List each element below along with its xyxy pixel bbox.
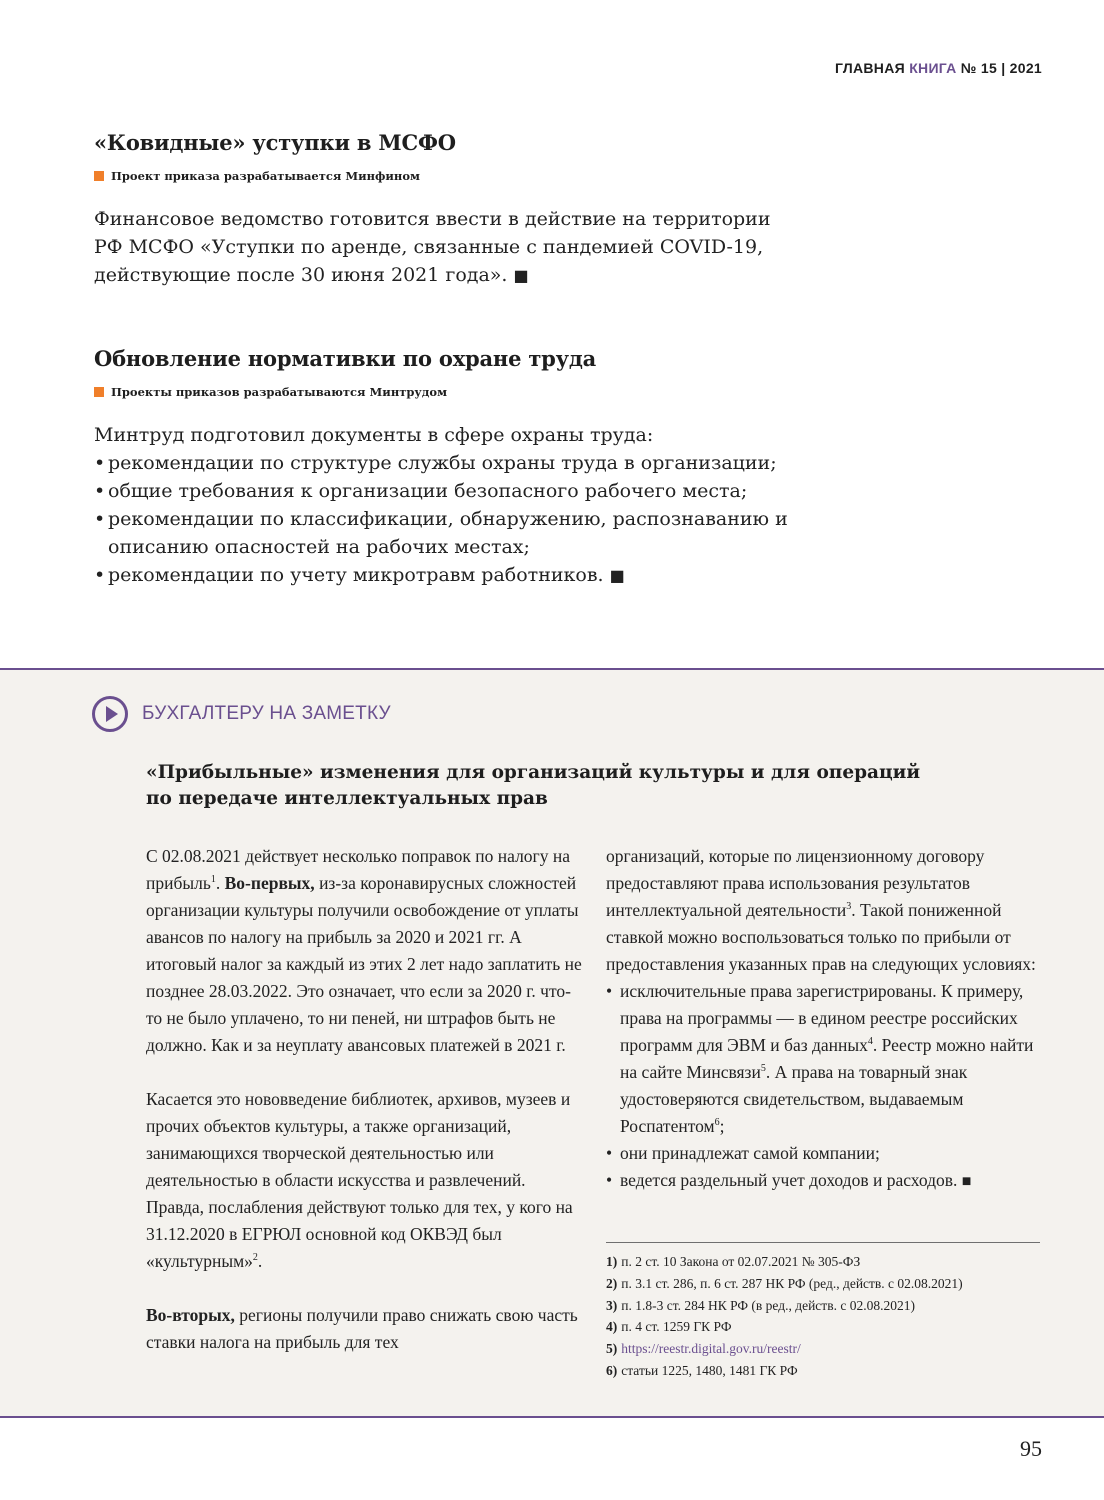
footnote-ref: 2 — [252, 1252, 258, 1264]
article-ifrs — [94, 130, 794, 290]
footnote — [606, 1338, 1040, 1360]
article-body-text: Финансовое ведомство готовится ввести в действие на территории РФ МСФО «Уступки по аренде, связанные с пандемией COVID-19, действующие после 30 июня 2021 года». — [94, 208, 771, 286]
article-body — [94, 205, 784, 290]
note-title-line: по передаче интеллектуальных прав — [146, 788, 548, 809]
article-subtitle — [94, 169, 794, 183]
list-item: • они принадлежат самой компании; — [606, 1140, 1046, 1167]
paragraph — [146, 1302, 586, 1356]
text: регионы получили право снижать свою часть ставки налога на прибыль для тех — [146, 1305, 578, 1352]
list-item: • общие требования к организации безопасного рабочего места; — [94, 477, 794, 505]
footnotes — [606, 1242, 1040, 1382]
footnote-number: 2) — [606, 1275, 618, 1291]
footnote-link[interactable]: https://reestr.digital.gov.ru/reestr/ — [621, 1341, 801, 1357]
masthead-title-accent: КНИГА — [909, 60, 957, 76]
orange-square-icon — [94, 387, 104, 397]
list-item — [94, 561, 794, 590]
paragraph — [606, 843, 1046, 978]
end-mark-icon: ■ — [513, 266, 529, 285]
text: ведется раздельный учет доходов и расходов. — [620, 1170, 958, 1190]
footnote — [606, 1316, 1040, 1338]
text: ; — [719, 1116, 725, 1136]
bold-text: Во-вторых, — [146, 1305, 235, 1325]
text: . — [215, 873, 225, 893]
accountant-note-box — [0, 668, 1104, 1418]
article-subtitle-text: Проект приказа разрабатывается Минфином — [111, 169, 421, 183]
article-body — [94, 421, 794, 590]
article-intro: Минтруд подготовил документы в сфере охраны труда: — [94, 424, 654, 446]
footnote-text: статьи 1225, 1480, 1481 ГК РФ — [621, 1362, 798, 1378]
article-labor-safety — [94, 346, 794, 590]
footnote — [606, 1360, 1040, 1382]
text: С 02.08.2021 действует несколько поправок по налогу на прибыль — [146, 846, 570, 893]
text: . А права на товарный знак удостоверяются свидетельством, выдаваемым Роспатентом — [620, 1062, 968, 1136]
text: . Реестр можно найти на сайте Минсвязи — [620, 1035, 1034, 1082]
text: Касается это нововведение библиотек, архивов, музеев и прочих объектов культуры, а также организаций, занимающихся творческой деятельностью или деятельностью в области искусства и развлечений. Правда, послабления действуют только для тех, у кого на 31.12.2020 в ЕГРЮЛ основной код ОКВЭД был «культурным» — [146, 1089, 573, 1271]
bullet-list — [606, 978, 1046, 1195]
footnote — [606, 1273, 1040, 1295]
footnote-text: п. 4 ст. 1259 ГК РФ — [621, 1319, 732, 1335]
article-title: «Ковидные» уступки в МСФО — [94, 130, 456, 155]
bullet-list — [94, 449, 794, 590]
end-mark-icon: ■ — [609, 566, 625, 585]
footnote-ref: 4 — [867, 1036, 873, 1048]
text: организаций, которые по лицензионному договору предоставляют права использования результатов интеллектуальной деятельности — [606, 846, 985, 920]
footnote-ref: 6 — [714, 1117, 720, 1129]
footnote-number: 4) — [606, 1319, 618, 1335]
footnote-ref: 3 — [846, 901, 852, 913]
text: . Такой пониженной ставкой можно воспользоваться только по прибыли от предоставления указанных прав на следующих условиях: — [606, 900, 1036, 974]
list-item: • рекомендации по структуре службы охраны труда в организации; — [94, 449, 794, 477]
note-column-right — [606, 843, 1046, 1195]
text: исключительные права зарегистрированы. К примеру, права на программы — в едином реестре российских программ для ЭВМ и баз данных — [620, 981, 1024, 1055]
bold-text: Во-первых, — [224, 873, 315, 893]
paragraph — [146, 1086, 586, 1275]
orange-square-icon — [94, 171, 104, 181]
article-subtitle-text: Проекты приказов разрабатываются Минтрудом — [111, 385, 448, 399]
note-label: БУХГАЛТЕРУ НА ЗАМЕТКУ — [142, 703, 391, 724]
footnote-ref: 1 — [210, 874, 216, 886]
footnote-number: 1) — [606, 1254, 618, 1269]
text: . — [257, 1251, 263, 1271]
text: из-за коронавирусных сложностей организации культуры получили освобождение от уплаты авансов по налогу на прибыль за 2020 и 2021 гг. А итоговый налог за каждый из этих 2 лет надо заплатить не позднее 28.03.2022. Это означает, что если за 2020 г. что-то не было уплачено, то ни пеней, ни штрафов быть не должно. Как и за неуплату авансовых платежей в 2021 г. — [146, 873, 582, 1055]
masthead-issue: № 15 | 2021 — [960, 60, 1042, 76]
note-column-left — [146, 843, 586, 1356]
footnote-text: п. 3.1 ст. 286, п. 6 ст. 287 НК РФ (ред., действ. с 02.08.2021) — [621, 1275, 963, 1291]
article-subtitle — [94, 385, 794, 399]
footnote-number: 5) — [606, 1341, 618, 1357]
masthead-title: ГЛАВНАЯ — [834, 60, 905, 76]
page-number: 95 — [1020, 1436, 1042, 1461]
article-title: Обновление нормативки по охране труда — [94, 346, 597, 371]
footnote — [606, 1251, 1040, 1273]
list-item-text: рекомендации по учету микротравм работников. — [108, 564, 604, 586]
footnote-number: 3) — [606, 1297, 618, 1313]
note-title-line: «Прибыльные» изменения для организаций культуры и для операций — [146, 762, 921, 783]
magazine-masthead — [835, 60, 1042, 76]
note-header — [92, 696, 391, 732]
note-title — [146, 760, 966, 812]
list-item — [606, 1167, 1046, 1195]
footnote — [606, 1295, 1040, 1317]
end-mark-icon: ■ — [961, 1173, 972, 1190]
footnote-number: 6) — [606, 1362, 618, 1378]
footnote-ref: 5 — [760, 1063, 766, 1075]
list-item — [606, 978, 1046, 1140]
play-icon — [92, 696, 128, 732]
footnote-text: п. 2 ст. 10 Закона от 02.07.2021 № 305-ФЗ — [621, 1254, 861, 1269]
footnote-text: п. 1.8-3 ст. 284 НК РФ (в ред., действ. с 02.08.2021) — [621, 1297, 915, 1313]
paragraph — [146, 843, 586, 1059]
list-item: • рекомендации по классификации, обнаружению, распознаванию и описанию опасностей на рабочих местах; — [94, 505, 794, 561]
